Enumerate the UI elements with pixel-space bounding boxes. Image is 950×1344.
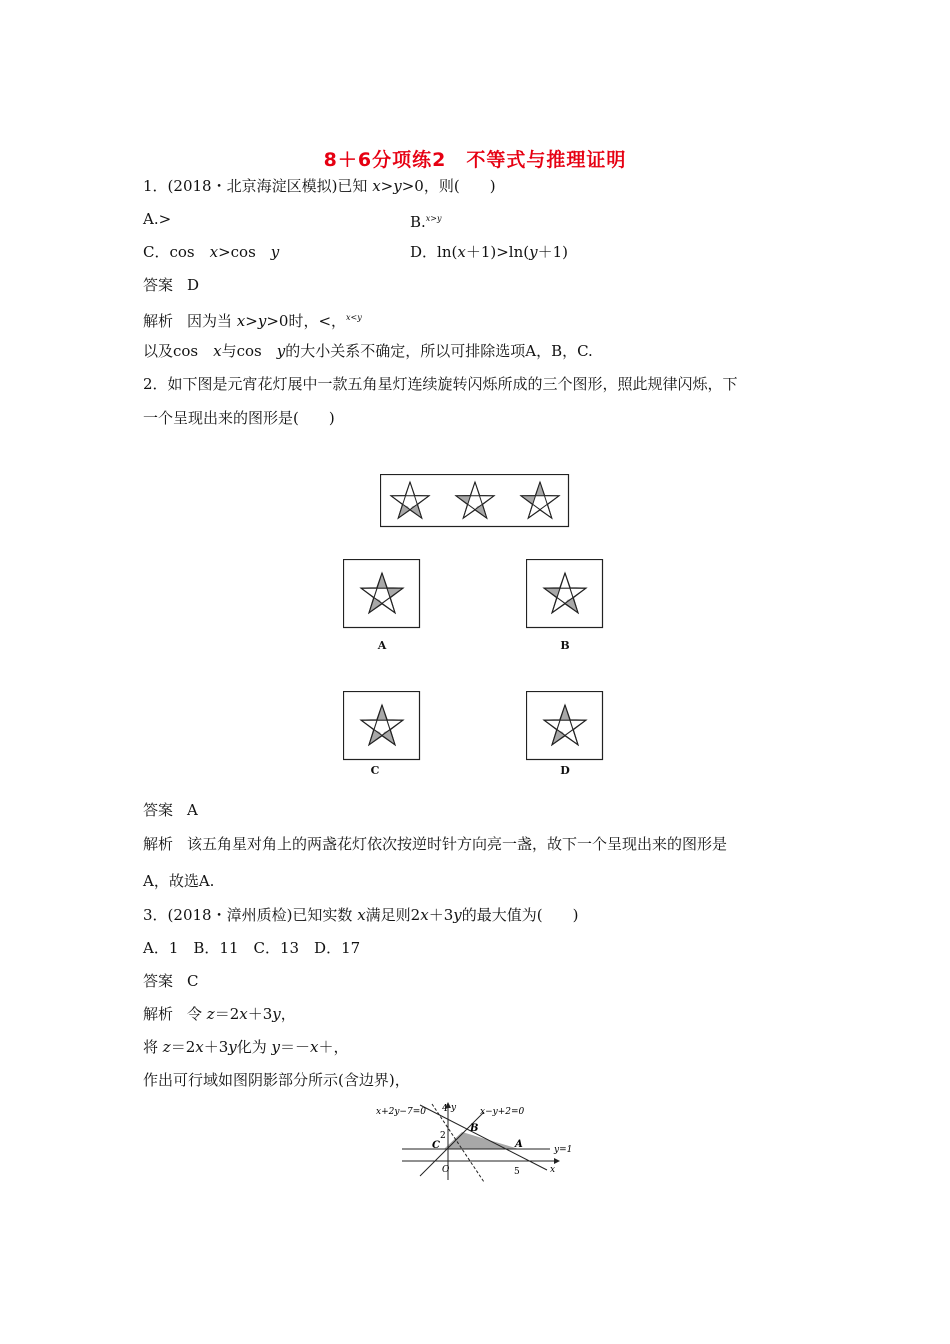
q3-stem: 3．(2018・漳州质检)已知实数 x满足则2x＋3y的最大值为( ) (143, 906, 579, 924)
label-point-a: A (515, 1139, 523, 1150)
q3-analysis-line3: 作出可行域如图阴影部分所示(含边界)， (143, 1071, 410, 1089)
option-d-label: D (560, 764, 570, 777)
q2-analysis-line1: 解析 该五角星对角上的两盏花灯依次按逆时针方向亮一盏，故下一个呈现出来的图形是 (143, 835, 728, 853)
q1-option-a: A.> (143, 210, 172, 228)
tick-x-5: 5 (514, 1167, 520, 1177)
label-x-axis: x (550, 1165, 556, 1175)
page-title: 8＋6分项练2 不等式与推理证明 (323, 149, 627, 171)
q1-analysis-line1: 解析 因为当 x>y>0时，<，$^{x<y}$ (143, 312, 362, 330)
q3-options: A．1 B．11 C．13 D．17 (143, 939, 361, 957)
q3-analysis-line1: 解析 令 z＝2x＋3y， (143, 1005, 296, 1023)
option-a-label: A (377, 639, 387, 652)
q2-stem-line2: 一个呈现出来的图形是( ) (143, 409, 335, 427)
q3-analysis-line2: 将 z＝2x＋3y化为 y＝－x＋， (143, 1038, 349, 1056)
q2-stem-line1: 2．如下图是元宵花灯展中一款五角星灯连续旋转闪烁所成的三个图形，照此规律闪烁，下 (143, 375, 738, 393)
star-sequence-figure (380, 474, 570, 528)
label-line2: x−y+2=0 (480, 1107, 525, 1117)
label-line1: x+2y−7=0 (376, 1107, 426, 1117)
option-b-label: B (560, 639, 570, 652)
q2-answer: 答案 A (143, 801, 198, 819)
q1-option-c: C．cos x>cos y (143, 243, 280, 261)
label-origin: O (442, 1165, 450, 1175)
label-point-b: B (470, 1123, 479, 1134)
q3-answer: 答案 C (143, 972, 199, 990)
q1-stem: 1．(2018・北京海淀区模拟)已知 x>y>0，则( ) (143, 177, 496, 195)
q1-option-d: D．ln(x＋1)>ln(y＋1) (410, 243, 568, 261)
label-y-axis: y (451, 1103, 457, 1113)
tick-y-2: 2 (440, 1131, 446, 1141)
option-c-label: C (370, 764, 380, 777)
option-a-figure (343, 559, 421, 629)
x-axis-arrow-icon (554, 1158, 560, 1164)
option-b-figure (526, 559, 604, 629)
label-line3: y=1 (554, 1145, 573, 1155)
tick-y-4: 4 (442, 1104, 448, 1114)
q1-answer: 答案 D (143, 276, 200, 294)
feasible-region-graph (372, 1100, 582, 1184)
option-c-figure (343, 691, 421, 761)
option-d-figure (526, 691, 604, 761)
q1-analysis-line2: 以及cos x与cos y的大小关系不确定，所以可排除选项A，B，C. (143, 342, 593, 360)
q1-option-b: B.$^{x>y}$ (410, 213, 442, 231)
q2-analysis-line2: A，故选A. (143, 872, 215, 890)
label-point-c: C (432, 1140, 440, 1151)
